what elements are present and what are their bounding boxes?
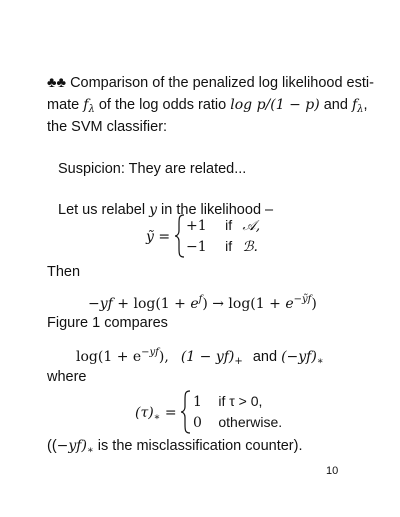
heading-comma: , — [363, 97, 368, 113]
heading-text-2b: of the log odds ratio — [98, 97, 227, 113]
tau-case-2 — [193, 413, 282, 433]
figure-intro: Figure 1 compares — [47, 315, 168, 331]
tau-val-2: 0 — [193, 415, 202, 431]
tau-brace — [180, 390, 192, 434]
compare-a: log(1 + e — [76, 349, 142, 365]
loss-equation: $-yf + \log(1 + e^f) \to \log(1 + e^{-ỹf})$ — [88, 294, 317, 312]
compare-c: (−yf) — [281, 349, 317, 365]
tau-cond-2: otherwise. — [218, 414, 283, 430]
ytilde-val-1: +1 — [186, 218, 207, 234]
compare-b-sub: + — [234, 356, 243, 367]
ytilde-case-2 — [186, 237, 258, 257]
relabel-text: Let us relabel — [58, 202, 146, 218]
set-B: ℬ. — [242, 239, 259, 255]
relabel-text-2: in the likelihood – — [161, 202, 274, 218]
footnote-math: −yf) — [56, 438, 87, 454]
ytilde-if-2: if — [225, 238, 233, 254]
where-text: where — [47, 369, 87, 385]
then-text: Then — [47, 264, 81, 280]
heading-line-2 — [47, 96, 368, 119]
ytilde-brace — [174, 214, 186, 258]
heading-line-1 — [47, 74, 374, 93]
heading-text-1: Comparison of the penalized log likelihood esti- — [70, 75, 374, 91]
math-y: y — [149, 202, 158, 218]
set-A: 𝒜, — [242, 218, 261, 234]
heading-line-3: the SVM classifier: — [47, 119, 168, 135]
math-lambda-sub: λ — [88, 104, 95, 115]
heading-text-2a: mate — [47, 97, 80, 113]
compare-c-sub: ∗ — [316, 356, 324, 367]
page-number: 10 — [326, 465, 339, 477]
ytilde-case-1 — [186, 216, 260, 236]
tau-equals: = — [164, 405, 177, 421]
ytilde-lhs: ỹ = — [146, 229, 171, 245]
compare-a-exp: −yf — [141, 347, 159, 358]
ytilde-if-1: if — [225, 217, 233, 233]
misclassification-line — [47, 437, 302, 460]
footnote-sub: ∗ — [86, 445, 94, 456]
footnote-text: is the misclassification counter). — [97, 438, 303, 454]
compare-line — [76, 343, 324, 371]
compare-a-end: ), — [158, 349, 169, 365]
math-f: f — [83, 97, 89, 113]
tau-sub: ∗ — [153, 412, 161, 423]
ytilde-val-2: −1 — [186, 239, 207, 255]
compare-and: and — [252, 349, 278, 365]
compare-b: (1 − yf) — [180, 349, 235, 365]
footnote-open: (( — [47, 438, 57, 454]
clubs-icon: ♣♣ — [47, 75, 67, 91]
math-lambda-sub2: λ — [357, 104, 364, 115]
tau-cond-1: if τ > 0, — [218, 393, 263, 409]
heading-text-2c: and — [323, 97, 348, 113]
suspicion-text: Suspicion: They are related... — [58, 161, 247, 177]
tau-case-1 — [193, 392, 262, 412]
tau-lhs — [135, 404, 177, 427]
math-f2: f — [351, 97, 358, 113]
math-log-odds: log p/(1 − p) — [230, 97, 320, 113]
tau-val-1: 1 — [193, 394, 202, 410]
tau-paren: (τ) — [135, 405, 154, 421]
